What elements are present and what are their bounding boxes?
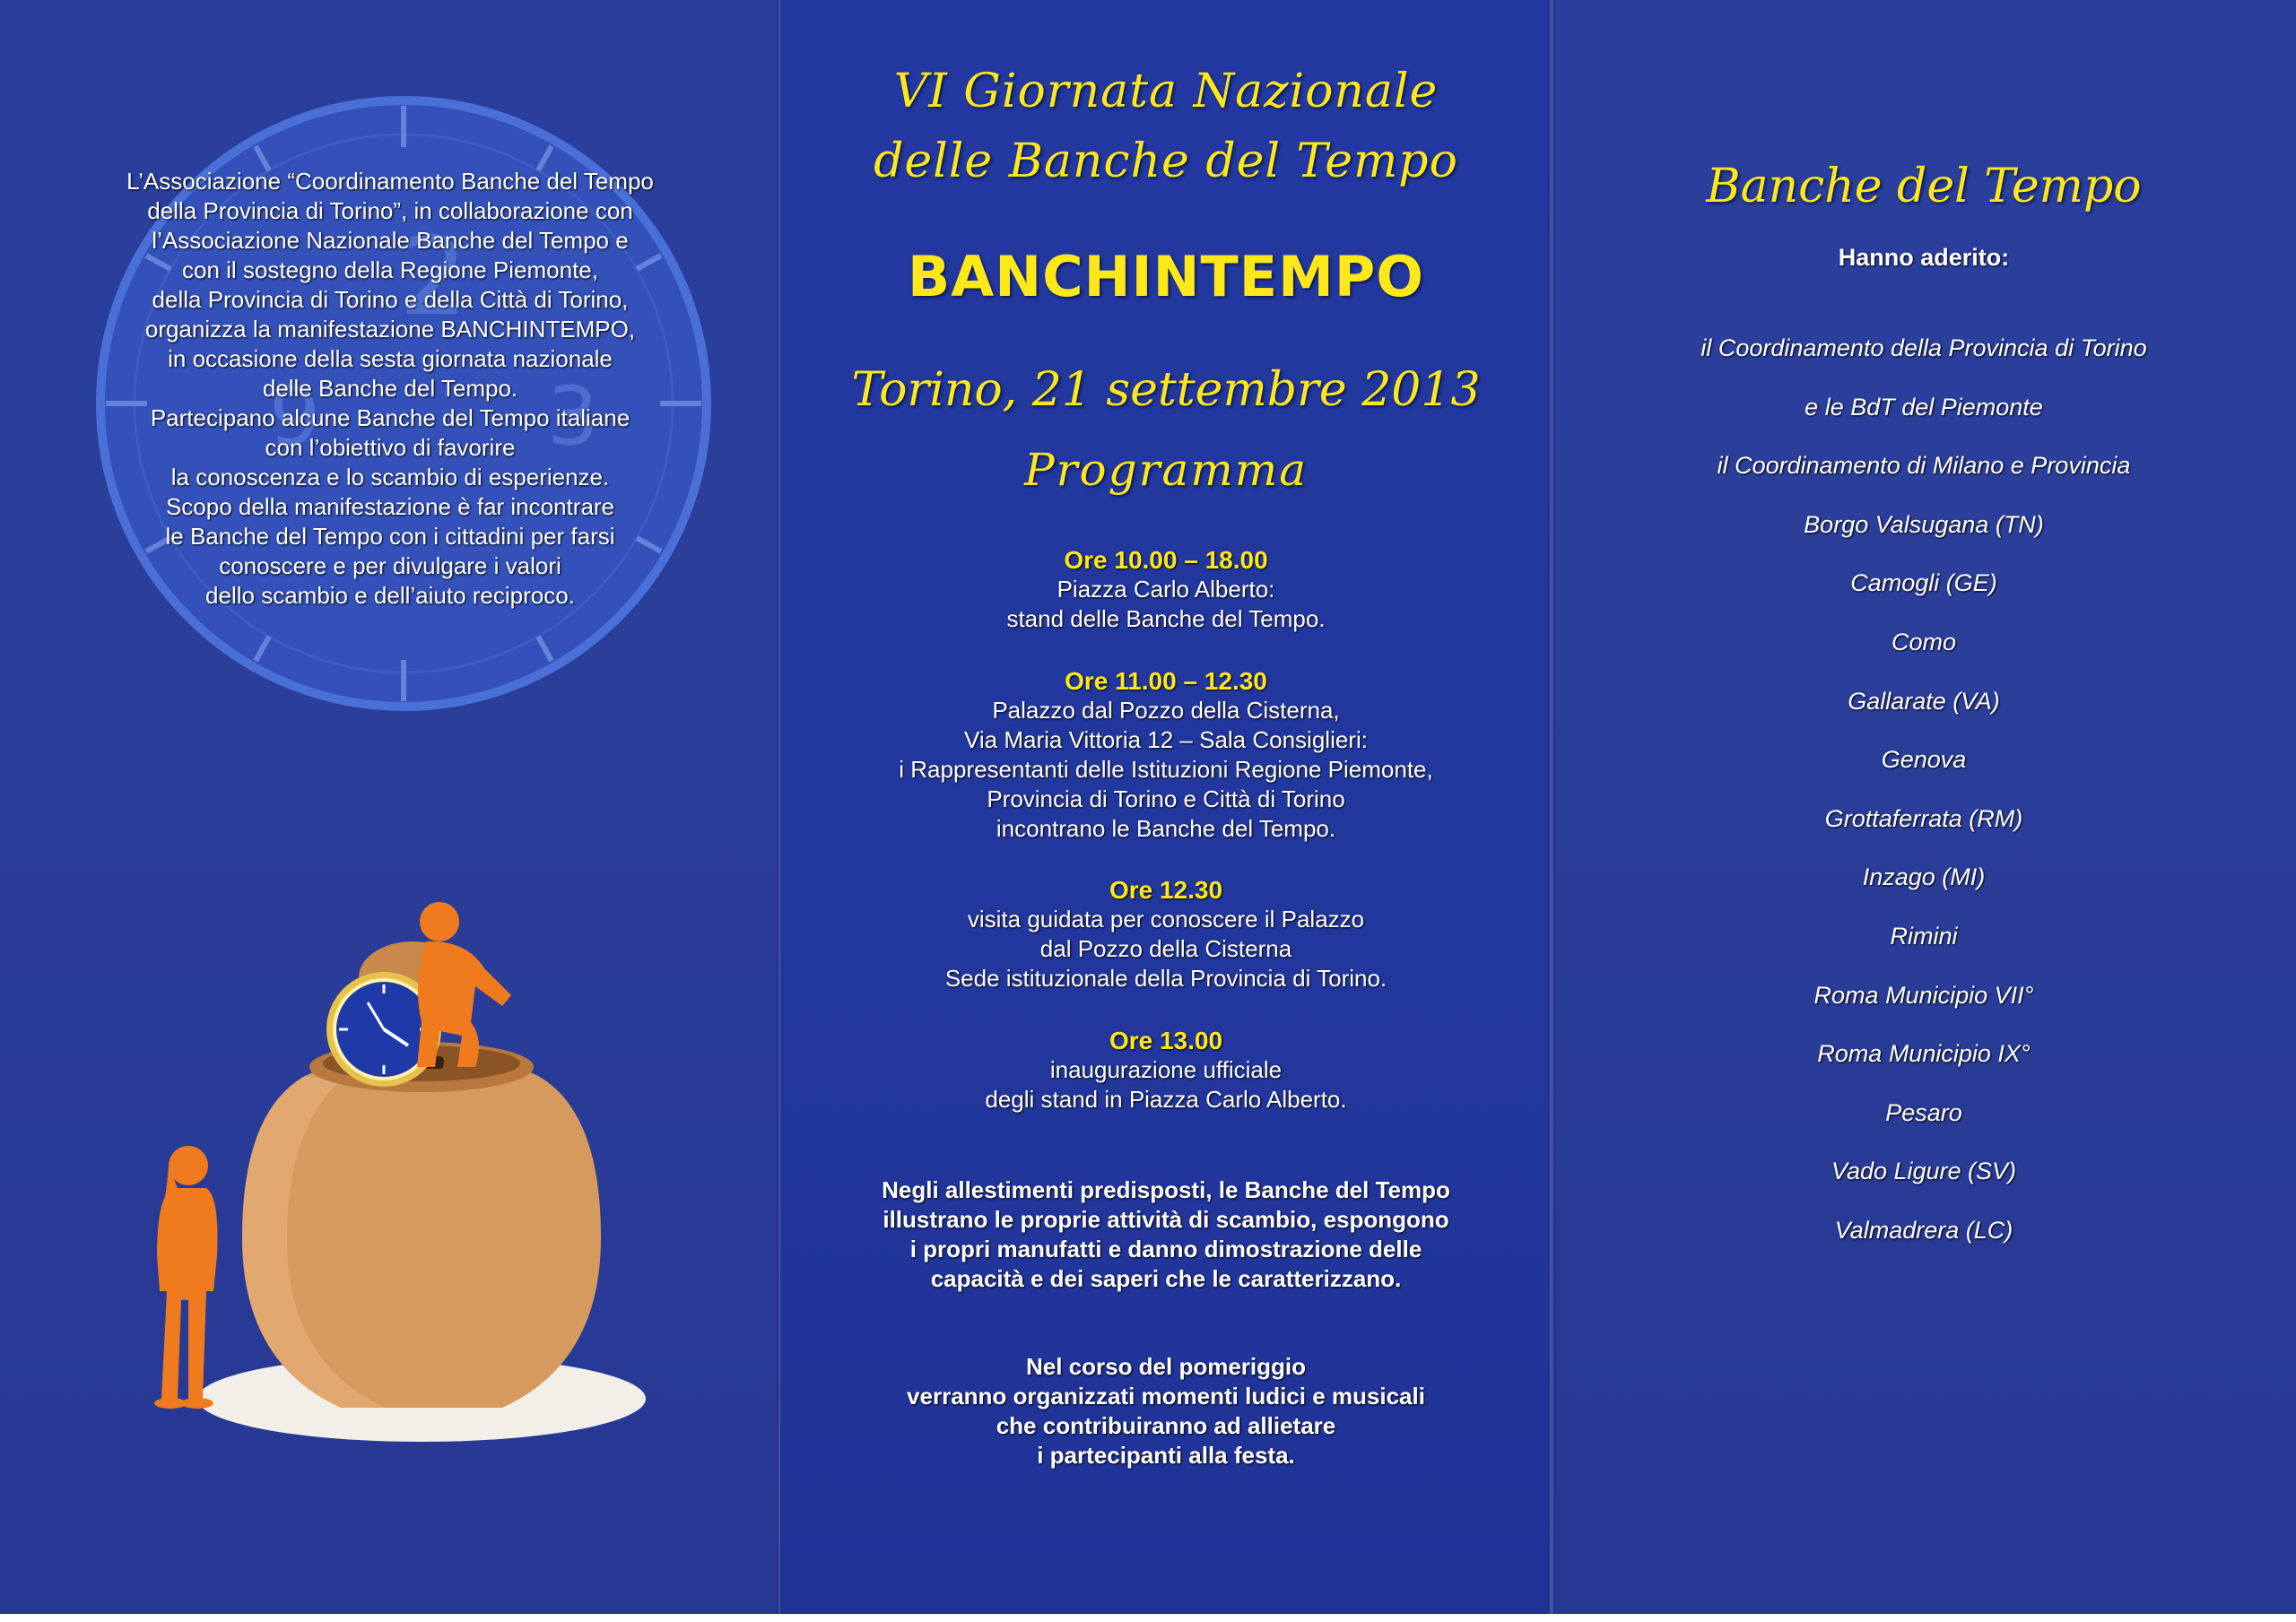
svg-text:2: 2 [399, 215, 468, 340]
members-subtitle: Hanno aderito: [1838, 244, 2010, 271]
members-title: Banche del Tempo [1706, 160, 2142, 213]
intro-line: della Provincia di Torino”, in collaborazione con [147, 197, 633, 224]
standing-woman-figure [154, 1146, 218, 1409]
schedule-time: Ore 10.00 – 18.00 [1064, 546, 1268, 574]
list-item: il Coordinamento della Provincia di Torino [1700, 334, 2147, 361]
note-line: i partecipanti alla festa. [1037, 1442, 1295, 1469]
list-item: Genova [1881, 746, 1967, 774]
schedule-time: Ore 11.00 – 12.30 [1065, 667, 1267, 695]
crouching-man-figure [417, 902, 511, 1067]
schedule-item [780, 666, 1552, 844]
schedule-time: Ore 12.30 [1109, 876, 1223, 904]
intro-line: delle Banche del Tempo. [262, 375, 518, 402]
intro-line: con il sostegno della Regione Piemonte, [182, 256, 598, 283]
schedule-line: Provincia di Torino e Città di Torino [987, 785, 1345, 812]
event-name: BANCHINTEMPO [908, 244, 1424, 309]
left-panel [0, 0, 780, 1614]
schedule-line: Piazza Carlo Alberto: [1057, 576, 1275, 603]
schedule-line: inaugurazione ufficiale [1049, 1056, 1283, 1083]
schedule-line: i Rappresentanti delle Istituzioni Regione Piemonte, [899, 756, 1433, 783]
intro-line: le Banche del Tempo con i cittadini per farsi [165, 523, 615, 550]
note-line: Negli allestimenti predisposti, le Banche del Tempo [882, 1176, 1450, 1203]
intro-line: dello scambio e dell’aiuto reciproco. [205, 582, 575, 609]
schedule-item [780, 545, 1552, 634]
list-item: Roma Municipio IX° [1817, 1040, 2031, 1068]
list-item: Como [1891, 628, 1957, 655]
list-item: Borgo Valsugana (TN) [1804, 510, 2044, 538]
event-title-line1: VI Giornata Nazionale [893, 65, 1439, 118]
members-list [1552, 332, 2296, 1273]
right-panel [1552, 0, 2296, 1614]
exhibition-note [780, 1175, 1552, 1294]
note-line: illustrano le proprie attività di scambio, espongono [883, 1206, 1449, 1233]
list-item: Valmadrera (LC) [1834, 1216, 2013, 1244]
note-line: i propri manufatti e danno dimostrazione delle [909, 1236, 1422, 1262]
list-item: Grottaferrata (RM) [1824, 804, 2023, 832]
schedule-line: incontrano le Banche del Tempo. [996, 815, 1336, 842]
list-item: Inzago (MI) [1862, 863, 1986, 891]
list-item: Rimini [1890, 922, 1958, 950]
piggy-bank-jar-illustration [117, 897, 691, 1453]
list-item: Camogli (GE) [1850, 569, 1997, 597]
intro-line: Partecipano alcune Banche del Tempo italiane [150, 404, 631, 431]
intro-line: in occasione della sesta giornata nazionale [168, 345, 613, 372]
intro-line: L’Associazione “Coordinamento Banche del Tempo [126, 168, 654, 195]
intro-line: Scopo della manifestazione è far incontrare [165, 493, 615, 520]
intro-line: della Provincia di Torino e della Città di Torino, [152, 286, 629, 313]
schedule-line: Palazzo dal Pozzo della Cisterna, [992, 697, 1340, 724]
afternoon-note [780, 1352, 1552, 1470]
intro-line: conoscere e per divulgare i valori [219, 552, 561, 579]
list-item: Vado Ligure (SV) [1831, 1158, 2017, 1185]
schedule-line: Via Maria Vittoria 12 – Sala Consiglieri: [964, 726, 1368, 753]
schedule-line: stand delle Banche del Tempo. [1006, 605, 1326, 632]
middle-panel [780, 0, 1552, 1614]
list-item: Gallarate (VA) [1848, 687, 2000, 715]
note-line: capacità e dei saperi che le caratterizzano. [930, 1265, 1402, 1292]
intro-line: con l’obiettivo di favorire [265, 434, 516, 461]
note-line: Nel corso del pomeriggio [1025, 1353, 1307, 1380]
list-item: e le BdT del Piemonte [1805, 393, 2043, 421]
intro-line: organizza la manifestazione BANCHINTEMPO, [144, 316, 636, 343]
schedule-line: degli stand in Piazza Carlo Alberto. [985, 1086, 1347, 1113]
intro-text [90, 167, 691, 611]
note-line: che contribuiranno ad allietare [996, 1412, 1336, 1439]
schedule-item [780, 1026, 1552, 1115]
schedule-line: dal Pozzo della Cisterna [1039, 935, 1292, 962]
schedule-line: Sede istituzionale della Provincia di Torino. [944, 965, 1387, 992]
event-title-line2: delle Banche del Tempo [874, 134, 1458, 188]
intro-line: l’Associazione Nazionale Banche del Tempo e [152, 227, 629, 254]
list-item: Roma Municipio VII° [1813, 981, 2034, 1009]
list-item: il Coordinamento di Milano e Provincia [1717, 452, 2131, 480]
schedule-line: visita guidata per conoscere il Palazzo [967, 906, 1365, 932]
svg-text:9: 9 [269, 369, 321, 464]
program-heading: Programma [1024, 444, 1308, 496]
note-line: verranno organizzati momenti ludici e musicali [907, 1383, 1425, 1409]
event-date: Torino, 21 settembre 2013 [851, 363, 1481, 417]
intro-line: la conoscenza e lo scambio di esperienze. [170, 464, 610, 490]
svg-text:3: 3 [547, 369, 599, 464]
list-item: Pesaro [1885, 1098, 1962, 1126]
schedule-time: Ore 13.00 [1109, 1027, 1223, 1054]
schedule-item [780, 875, 1552, 993]
